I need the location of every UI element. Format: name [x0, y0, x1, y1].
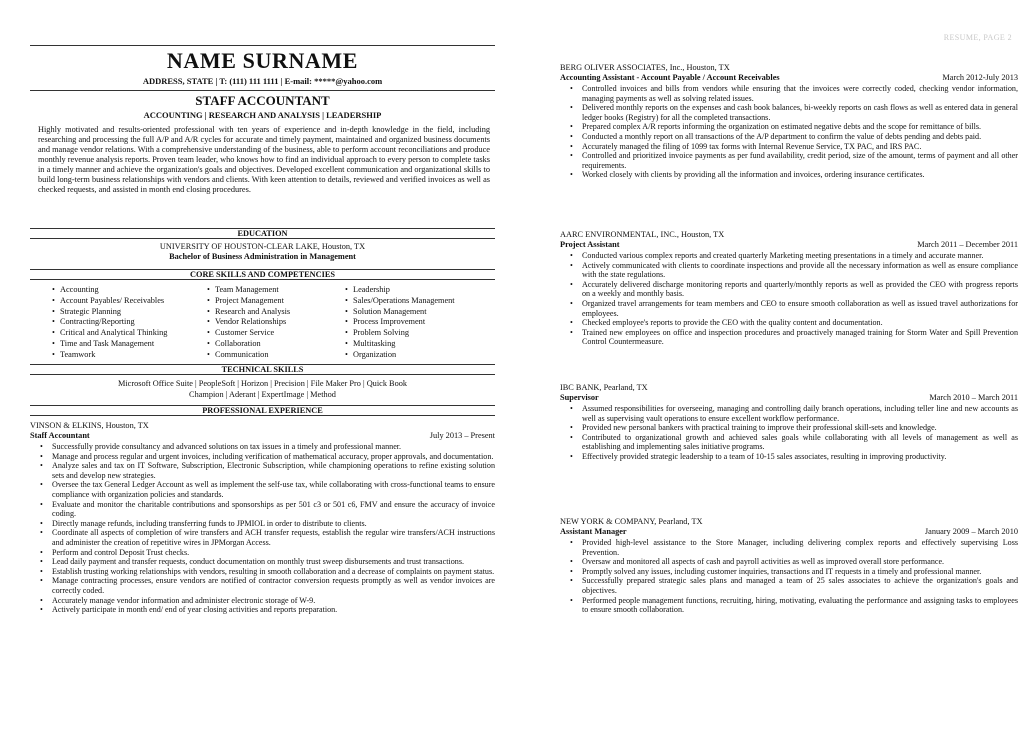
job-bullet: • Perform and control Deposit Trust checks.	[40, 548, 495, 558]
job-bullet: • Contributed to organizational growth and achieved sales goals while collaborating with all levels of management as well as establishing and implementing sales initiative programs.	[570, 433, 1018, 452]
professional-summary: Highly motivated and results-oriented professional with ten years of experience and in-depth knowledge in the field, including researching and processing the full A/P and A/R cycles for accurate and timely payment, maintained and organized business documents and manage vendor relations. With a comprehensive understanding of the business, able to perform account reconciliations and produce monthly revenue analysis reports. Proven team leader, who knows how to find an individual approach to every person to complete tasks in a timely manner and achieve the organization's goals and objectives. Developed excellent communication and organizational skills to build long-term business relationships with vendors and clients. With keen attention to details, reviewed and verified invoices as well as checked requests, and assisted in month end closing procedures.	[38, 125, 490, 194]
job-title: STAFF ACCOUNTANT	[195, 93, 330, 108]
job-role: Supervisor	[560, 393, 599, 402]
job-bullet: • Successfully provide consultancy and advanced solutions on tax issues in a timely and professional manner.	[40, 442, 495, 452]
job-dates: January 2009 – March 2010	[924, 527, 1018, 536]
job-bullet: • Successfully prepared strategic sales plans and managed a team of 25 sales associates to achieve the organization's goals and objectives.	[570, 576, 1018, 595]
job-bullet: • Oversaw and monitored all aspects of cash and payroll activities as well as improved overall store performance.	[570, 557, 1018, 567]
skill-item: • Strategic Planning	[52, 307, 207, 318]
job-bullet: • Directly manage refunds, including transferring funds to JPMIOL in order to distribute to clients.	[40, 519, 495, 529]
job-role-row	[560, 393, 1018, 403]
skill-item: • Time and Task Management	[52, 339, 207, 350]
skill-item: • Account Payables/ Receivables	[52, 296, 207, 307]
page-label: RESUME, PAGE 2	[943, 33, 1012, 42]
job-role-row	[560, 527, 1018, 537]
skill-item: • Project Management	[207, 296, 345, 307]
job-bullet: • Performed people management functions, recruiting, hiring, motivating, evaluating the performance and assigning tasks to employees to ensure smooth collaboration.	[570, 596, 1018, 615]
job-dates: March 2010 – March 2011	[929, 393, 1018, 402]
skill-item: • Research and Analysis	[207, 307, 345, 318]
skill-item: • Sales/Operations Management	[345, 296, 492, 307]
skill-item: • Team Management	[207, 285, 345, 296]
skill-item: • Customer Service	[207, 328, 345, 339]
skill-item: • Contracting/Reporting	[52, 317, 207, 328]
skills-grid	[52, 285, 492, 361]
skill-item: • Vendor Relationships	[207, 317, 345, 328]
skill-item: • Critical and Analytical Thinking	[52, 328, 207, 339]
job-bullet: • Delivered monthly reports on the expenses and cash book balances, bi-weekly reports on cash flows as well as entered data in general ledger books (Registry) for all the completed transactions.	[570, 103, 1018, 122]
skills-heading: CORE SKILLS AND COMPETENCIES	[30, 269, 495, 280]
skills-column-1	[52, 285, 207, 361]
job-bullet: • Provided high-level assistance to the Store Manager, including delivering complex reports and effectively supervising Loss Prevention.	[570, 538, 1018, 557]
education-heading: EDUCATION	[30, 228, 495, 239]
job-bullets	[570, 538, 1018, 615]
candidate-name: NAME SURNAME	[166, 48, 359, 73]
job-bullet: • Establish trusting working relationships with vendors, resulting in smooth collaboration and a decrease of complaints on payment status.	[40, 567, 495, 577]
job-bullet: • Manage contracting processes, ensure vendors are notified of contractor conversion requests promptly as well as vendor invoices are correctly coded.	[40, 576, 495, 595]
job-bullet: • Effectively provided strategic leadership to a team of 10-15 sales associates, resulting in improving productivity.	[570, 452, 1018, 462]
skill-item: • Solution Management	[345, 307, 492, 318]
job-bullet: • Promptly solved any issues, including customer inquiries, transactions and IT requests in a timely and professional manner.	[570, 567, 1018, 577]
experience-heading: PROFESSIONAL EXPERIENCE	[30, 405, 495, 416]
job-bullet: • Oversee the tax General Ledger Account as well as implement the self-use tax, while collaborating with cross-functional teams to ensure compliance with organization policies and standards.	[40, 480, 495, 499]
job-company: NEW YORK & COMPANY, Pearland, TX	[560, 517, 703, 526]
job-dates: July 2013 – Present	[429, 431, 495, 440]
job-bullets	[570, 404, 1018, 462]
job-entry	[560, 383, 1018, 462]
skill-item: • Process Improvement	[345, 317, 492, 328]
skills-column-3	[345, 285, 492, 361]
header-rule	[30, 45, 495, 46]
job-role-row	[30, 431, 495, 441]
job-bullet: • Analyze sales and tax on IT Software, Subscription, Electronic Subscription, while championing operations to refine existing solution sets and develop new strategies.	[40, 461, 495, 480]
job-role-row	[560, 240, 1018, 250]
job-role: Assistant Manager	[560, 527, 627, 536]
job-bullet: • Provided new personal bankers with practical training to improve their professional skill-sets and knowledge.	[570, 423, 1018, 433]
job-bullet: • Prepared complex A/R reports informing the organization on estimated negative debts and the scope for remittance of bills.	[570, 122, 1018, 132]
skill-item: • Teamwork	[52, 350, 207, 361]
job-bullet: • Trained new employees on office and inspection procedures and proactively managed training for Storm Water and Spill Prevention Control Countermeasure.	[570, 328, 1018, 347]
job-bullet: • Controlled invoices and bills from vendors while ensuring that the invoices were correctly coded, checking vendor information, managing payments as well as solving related issues.	[570, 84, 1018, 103]
resume-page-2	[560, 0, 1018, 737]
job-bullet: • Checked employee's reports to provide the CEO with the quality content and documentation.	[570, 318, 1018, 328]
job-role: Staff Accountant	[30, 431, 90, 440]
skills-column-2	[207, 285, 345, 361]
resume-page-1	[30, 0, 495, 737]
technical-line-1: Microsoft Office Suite | PeopleSoft | Horizon | Precision | File Maker Pro | Quick Book	[117, 379, 408, 388]
job-subtitle: ACCOUNTING | RESEARCH AND ANALYSIS | LEADERSHIP	[143, 110, 382, 120]
job-bullet: • Actively communicated with clients to coordinate inspections and provide all the necessary information as well as ensure compliance with the state regulations.	[570, 261, 1018, 280]
contact-rule	[30, 90, 495, 91]
skill-item: • Accounting	[52, 285, 207, 296]
job-bullet: • Lead daily payment and transfer requests, conduct documentation on monthly trust sweep disbursements and trust transactions.	[40, 557, 495, 567]
job-bullet: • Evaluate and monitor the charitable contributions and sponsorships as per 501 c3 or 501 c6, FMV and ensure the accuracy of invoice coding.	[40, 500, 495, 519]
job-bullet: • Accurately manage vendor information and administer electronic storage of W-9.	[40, 596, 495, 606]
job-bullet: • Organized travel arrangements for team members and CEO to ensure smooth collaboration as well as issued travel authorizations for employees.	[570, 299, 1018, 318]
technical-line-2: Champion | Aderant | ExpertImage | Method	[189, 390, 336, 399]
skill-item: • Organization	[345, 350, 492, 361]
skill-item: • Multitasking	[345, 339, 492, 350]
job-bullet: • Controlled and prioritized invoice payments as per fund availability, credit period, size of the amount, terms of payment and all other requirements.	[570, 151, 1018, 170]
job-bullet: • Conducted a monthly report on all transactions of the A/P department to confirm the value of debts pending and debts paid.	[570, 132, 1018, 142]
job-entry	[560, 517, 1018, 615]
job-entry	[560, 63, 1018, 180]
skill-item: • Collaboration	[207, 339, 345, 350]
job-dates: March 2012-July 2013	[942, 73, 1018, 82]
job-bullet: • Actively participate in month end/ end of year closing activities and reports preparation.	[40, 605, 495, 615]
education-degree: Bachelor of Business Administration in Management	[169, 252, 356, 261]
job-bullet: • Conducted various complex reports and created quarterly Marketing meeting presentations in a timely and accurate manner.	[570, 251, 1018, 261]
job-bullet: • Coordinate all aspects of completion of wire transfers and ACH transfer requests, establish the regular wire transfers/ACH instructions and administer the creation of repetitive wires in JPMorgan Access.	[40, 528, 495, 547]
job-bullets	[570, 251, 1018, 347]
job-bullet: • Worked closely with clients by providing all the information and invoices, ordering insurance certificates.	[570, 170, 1018, 180]
job-role: Project Assistant	[560, 240, 620, 249]
job-company: BERG OLIVER ASSOCIATES, Inc., Houston, TX	[560, 63, 730, 72]
job-role-row	[560, 73, 1018, 83]
job-bullets	[40, 442, 495, 615]
skill-item: • Problem Solving	[345, 328, 492, 339]
job-bullet: • Manage and process regular and urgent invoices, including verification of mathematical accuracy, proper approvals, and documentation.	[40, 452, 495, 462]
technical-heading: TECHNICAL SKILLS	[30, 364, 495, 375]
skill-item: • Communication	[207, 350, 345, 361]
job-company: VINSON & ELKINS, Houston, TX	[30, 421, 149, 430]
skill-item: • Leadership	[345, 285, 492, 296]
job-bullet: • Assumed responsibilities for overseeing, managing and controlling daily branch operations, including teller line and new accounts as well as supervising vault operations to ensure excellent workflow performance.	[570, 404, 1018, 423]
job-entry	[30, 421, 495, 615]
job-entry	[560, 230, 1018, 347]
contact-line: ADDRESS, STATE | T: (111) 111 1111 | E-mail: *****@yahoo.com	[142, 76, 383, 86]
job-dates: March 2011 – December 2011	[917, 240, 1018, 249]
job-bullets	[570, 84, 1018, 180]
job-bullet: • Accurately delivered discharge monitoring reports and quarterly/monthly reports as well as provided the CEO with progress reports on a weekly and monthly basis.	[570, 280, 1018, 299]
job-bullet: • Accurately managed the filing of 1099 tax forms with Internal Revenue Service, TX PAC, and IRS PAC.	[570, 142, 1018, 152]
job-role: Accounting Assistant - Account Payable / Account Receivables	[560, 73, 780, 82]
job-company: IBC BANK, Pearland, TX	[560, 383, 648, 392]
job-company: AARC ENVIRONMENTAL, INC., Houston, TX	[560, 230, 725, 239]
education-school: UNIVERSITY OF HOUSTON-CLEAR LAKE, Houston, TX	[159, 242, 366, 251]
